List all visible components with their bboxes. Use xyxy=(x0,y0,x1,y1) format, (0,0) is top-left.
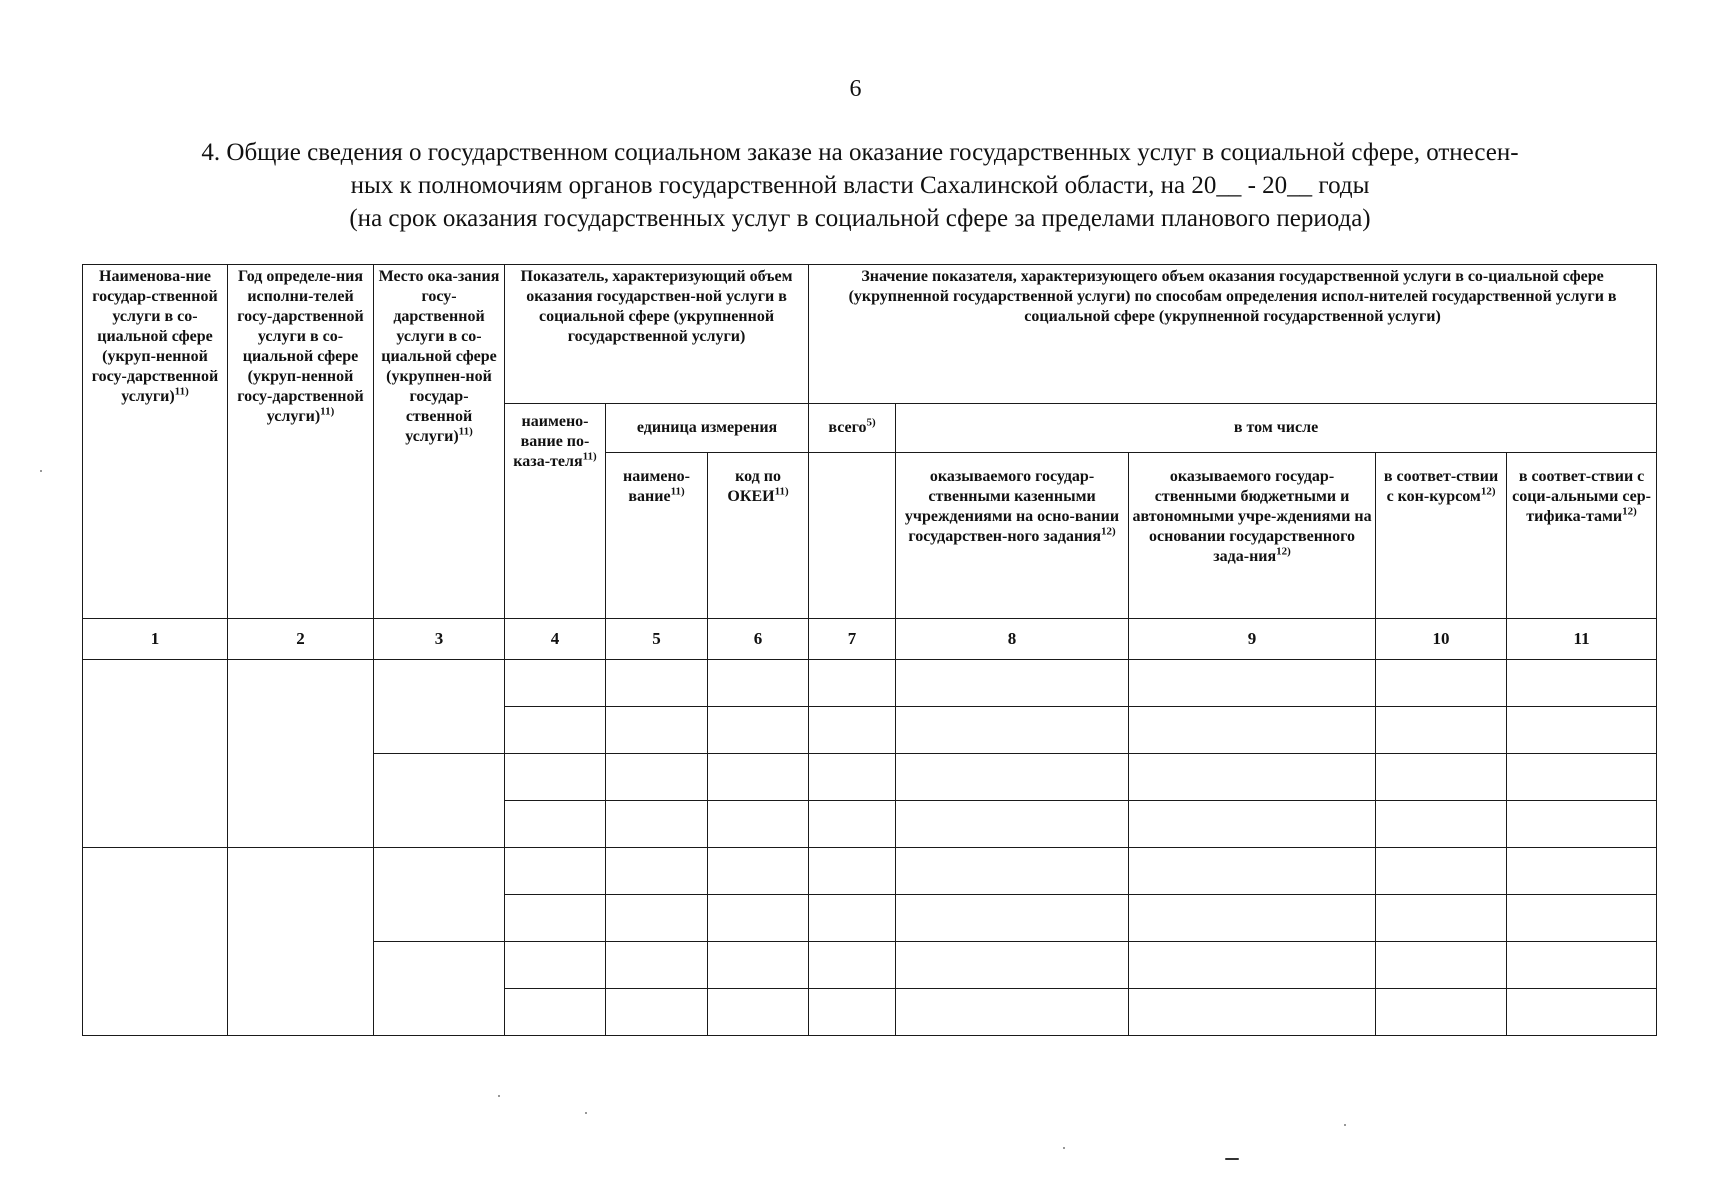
title-line-3: (на срок оказания государственных услуг в социальной сфере за пределами планового периода) xyxy=(349,205,1371,232)
blank-cell-year[interactable] xyxy=(228,660,374,848)
blank-cell[interactable] xyxy=(1129,942,1376,989)
column-number: 6 xyxy=(708,619,809,660)
blank-cell[interactable] xyxy=(505,660,606,707)
blank-cell[interactable] xyxy=(606,754,708,801)
blank-cell[interactable] xyxy=(708,895,809,942)
blank-cell[interactable] xyxy=(809,660,896,707)
blank-cell[interactable] xyxy=(1376,754,1507,801)
social-order-table xyxy=(82,264,1657,1036)
column-number: 8 xyxy=(896,619,1129,660)
blank-cell[interactable] xyxy=(1376,707,1507,754)
blank-cell[interactable] xyxy=(708,801,809,848)
column-number: 3 xyxy=(374,619,505,660)
header-service-name: Наименова-ние государ-ственной услуги в со-циальной сфере (укруп-ненной госу-дарственной услуги)$^{11)}$ xyxy=(83,265,228,619)
column-number: 7 xyxy=(809,619,896,660)
blank-cell[interactable] xyxy=(708,660,809,707)
blank-cell-year[interactable] xyxy=(228,848,374,1036)
title-line-1: 4. Общие сведения о государственном социальном заказе на оказание государственных услуг в социальной сфере, отнесен- xyxy=(201,139,1519,166)
blank-cell[interactable] xyxy=(505,707,606,754)
blank-cell[interactable] xyxy=(809,707,896,754)
blank-cell[interactable] xyxy=(1376,895,1507,942)
blank-cell[interactable] xyxy=(896,660,1129,707)
blank-cell[interactable] xyxy=(1129,989,1376,1036)
blank-cell[interactable] xyxy=(505,848,606,895)
blank-cell-place[interactable] xyxy=(374,660,505,754)
column-number: 9 xyxy=(1129,619,1376,660)
header-total: всего$^{5)}$ xyxy=(809,404,896,453)
header-unit-group: единица измерения xyxy=(606,404,809,453)
blank-cell[interactable] xyxy=(1129,754,1376,801)
blank-cell[interactable] xyxy=(896,801,1129,848)
section-title xyxy=(110,136,1610,235)
header-contest: в соответ-ствии с кон-курсом$^{12)}$ xyxy=(1376,453,1507,619)
blank-cell[interactable] xyxy=(606,895,708,942)
blank-cell[interactable] xyxy=(708,989,809,1036)
blank-cell[interactable] xyxy=(1129,801,1376,848)
blank-cell[interactable] xyxy=(896,895,1129,942)
header-value-group: Значение показателя, характеризующего объем оказания государственной услуги в со-циальной сфере (укрупненной государственной услуги) по способам определения испол-нителей государственной услуги в социальной сфере (укрупненной государственной услуги) xyxy=(809,265,1657,404)
blank-cell-place[interactable] xyxy=(374,754,505,848)
blank-cell[interactable] xyxy=(1507,707,1657,754)
blank-cell[interactable] xyxy=(896,942,1129,989)
blank-cell-place[interactable] xyxy=(374,848,505,942)
blank-cell[interactable] xyxy=(896,707,1129,754)
header-state-institutions: оказываемого государ-ственными казенными учреждениями на осно-вании государствен-ного задания$^{12)}$ xyxy=(896,453,1129,619)
column-number: 2 xyxy=(228,619,374,660)
blank-cell[interactable] xyxy=(1507,801,1657,848)
header-service-place: Место ока-зания госу-дарственной услуги в со-циальной сфере (укрупнен-ной государ-ственной услуги)$^{11)}$ xyxy=(374,265,505,619)
blank-cell[interactable] xyxy=(1129,895,1376,942)
blank-cell[interactable] xyxy=(809,942,896,989)
blank-cell[interactable] xyxy=(606,942,708,989)
blank-cell[interactable] xyxy=(809,848,896,895)
header-indicator-group: Показатель, характеризующий объем оказания государствен-ной услуги в социальной сфере (укрупненной государственной услуги) xyxy=(505,265,809,404)
column-number: 4 xyxy=(505,619,606,660)
blank-cell[interactable] xyxy=(1507,989,1657,1036)
blank-cell[interactable] xyxy=(708,848,809,895)
column-number: 5 xyxy=(606,619,708,660)
scan-speck xyxy=(1225,1158,1239,1160)
blank-cell[interactable] xyxy=(1507,942,1657,989)
scan-speck xyxy=(40,470,42,472)
blank-cell[interactable] xyxy=(896,848,1129,895)
scan-speck xyxy=(1344,1124,1346,1126)
table-row xyxy=(83,660,1657,707)
page-number: 6 xyxy=(849,76,862,102)
blank-cell[interactable] xyxy=(606,989,708,1036)
blank-cell[interactable] xyxy=(1129,848,1376,895)
blank-cell[interactable] xyxy=(1376,942,1507,989)
title-line-2: ных к полномочиям органов государственной власти Сахалинской области, на 20__ - 20__ годы xyxy=(350,172,1370,199)
header-including-group: в том числе xyxy=(896,404,1657,453)
blank-cell[interactable] xyxy=(1507,754,1657,801)
blank-cell[interactable] xyxy=(708,754,809,801)
header-okei-code: код по ОКЕИ$^{11)}$ xyxy=(708,453,809,619)
scan-speck xyxy=(585,1112,587,1114)
blank-cell-place[interactable] xyxy=(374,942,505,1036)
blank-cell[interactable] xyxy=(1507,660,1657,707)
blank-cell[interactable] xyxy=(606,660,708,707)
header-certificates: в соответ-ствии с соци-альными сер-тифика-тами$^{12)}$ xyxy=(1507,453,1657,619)
blank-cell[interactable] xyxy=(505,942,606,989)
blank-cell[interactable] xyxy=(1129,660,1376,707)
blank-cell[interactable] xyxy=(1376,801,1507,848)
header-total-blank xyxy=(809,453,896,619)
blank-cell[interactable] xyxy=(505,989,606,1036)
column-number: 11 xyxy=(1507,619,1657,660)
blank-cell[interactable] xyxy=(896,754,1129,801)
blank-cell[interactable] xyxy=(1507,895,1657,942)
table-row xyxy=(83,848,1657,895)
column-number-row xyxy=(83,619,1657,660)
blank-cell[interactable] xyxy=(606,707,708,754)
blank-cell[interactable] xyxy=(505,895,606,942)
blank-cell[interactable] xyxy=(1129,707,1376,754)
blank-cell-service-name[interactable] xyxy=(83,848,228,1036)
header-indicator-name: наимено-вание по-каза-теля$^{11)}$ xyxy=(505,404,606,619)
blank-cell[interactable] xyxy=(809,801,896,848)
blank-cell[interactable] xyxy=(809,989,896,1036)
blank-cell[interactable] xyxy=(606,801,708,848)
scan-speck xyxy=(498,1095,500,1097)
blank-cell[interactable] xyxy=(606,848,708,895)
blank-cell[interactable] xyxy=(809,754,896,801)
header-determination-year: Год определе-ния исполни-телей госу-дарственной услуги в со-циальной сфере (укруп-ненной госу-дарственной услуги)$^{11)}$ xyxy=(228,265,374,619)
scan-speck xyxy=(1063,1147,1065,1149)
header-unit-name: наимено-вание$^{11)}$ xyxy=(606,453,708,619)
header-budget-institutions: оказываемого государ-ственными бюджетными и автономными учре-ждениями на основании государственного зада-ния$^{12)}$ xyxy=(1129,453,1376,619)
blank-cell[interactable] xyxy=(708,707,809,754)
column-number: 10 xyxy=(1376,619,1507,660)
blank-cell[interactable] xyxy=(896,989,1129,1036)
blank-cell[interactable] xyxy=(1376,848,1507,895)
blank-cell-service-name[interactable] xyxy=(83,660,228,848)
blank-cell[interactable] xyxy=(708,942,809,989)
blank-cell[interactable] xyxy=(809,895,896,942)
blank-cell[interactable] xyxy=(1507,848,1657,895)
blank-cell[interactable] xyxy=(1376,660,1507,707)
column-number: 1 xyxy=(83,619,228,660)
blank-cell[interactable] xyxy=(505,801,606,848)
blank-cell[interactable] xyxy=(1376,989,1507,1036)
blank-cell[interactable] xyxy=(505,754,606,801)
